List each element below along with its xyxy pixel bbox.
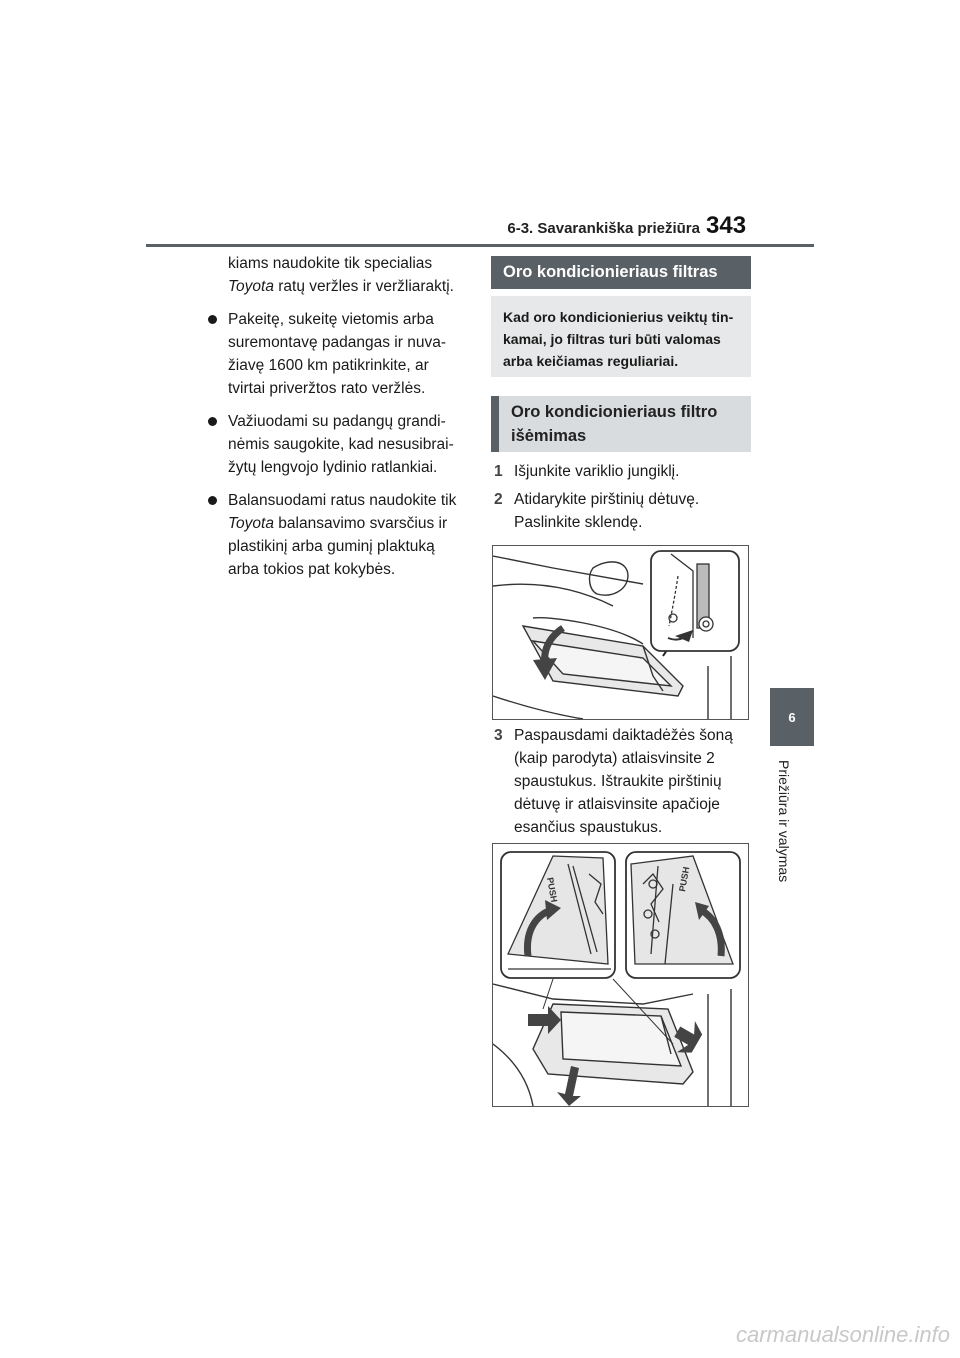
bullet-icon: [208, 496, 217, 505]
push-label-right: PUSH: [677, 865, 692, 893]
chapter-tab: [770, 688, 814, 746]
section-heading: Oro kondicionieriaus filtras: [491, 256, 751, 289]
subsection-heading: Oro kondicionieriaus filtro išėmimas: [491, 396, 751, 452]
step-item: 1 Išjunkite variklio jungiklį.: [494, 463, 680, 480]
brand-name: Toyota: [228, 278, 274, 295]
header-rule: [146, 244, 814, 247]
glovebox-figure-1: [492, 545, 749, 720]
bullet-item: Važiuodami su padangų grandinėmis saugokite, kad nesusibraižytų lengvojo lydinio ratlankiai.: [208, 410, 468, 479]
intro-box: Kad oro kondicionierius veiktų tinkamai, jo filtras turi būti valomas arba keičiamas reguliariai.: [491, 296, 751, 377]
bullet-item: Pakeitę, sukeitę vietomis arba suremontavę padangas ir nuvažiavę 1600 km patikrinkite, ar tvirtai priveržtos rato veržlės.: [208, 308, 468, 400]
glovebox-figure-2: [492, 843, 749, 1107]
section-title: 6-3. Savarankiška priežiūra: [507, 220, 700, 237]
brand-name: Toyota: [228, 515, 274, 532]
step-item: 3 Paspausdami daiktadėžės šoną (kaip parodyta) atlaisvinsite 2 spaustukus. Ištraukite pirštinių dėtuvę ir atlaisvinsite apačioje esančius spaustukus.: [494, 727, 733, 836]
glovebox-removal-illustration: [493, 844, 748, 1106]
step-item: 2 Atidarykite pirštinių dėtuvę. Paslinkite sklendę.: [494, 491, 700, 531]
watermark-text: carmanualsonline.info: [735, 1322, 950, 1347]
bullet-item: Balansuodami ratus naudokite tik Toyota balansavimo svarsčius ir plastikinį arba guminį plaktuką arba tokios pat kokybės.: [208, 489, 468, 581]
left-column: [208, 252, 468, 591]
chapter-title: Priežiūra ir valymas: [776, 760, 792, 883]
glovebox-damper-illustration: [493, 546, 748, 719]
continued-paragraph: kiams naudokite tik specialias Toyota ratų veržles ir veržliaraktį.: [228, 255, 454, 295]
page-number: 343: [706, 212, 747, 239]
push-label-left: PUSH: [545, 876, 560, 903]
chapter-number: 6: [788, 709, 796, 725]
bullet-icon: [208, 315, 217, 324]
bullet-icon: [208, 417, 217, 426]
